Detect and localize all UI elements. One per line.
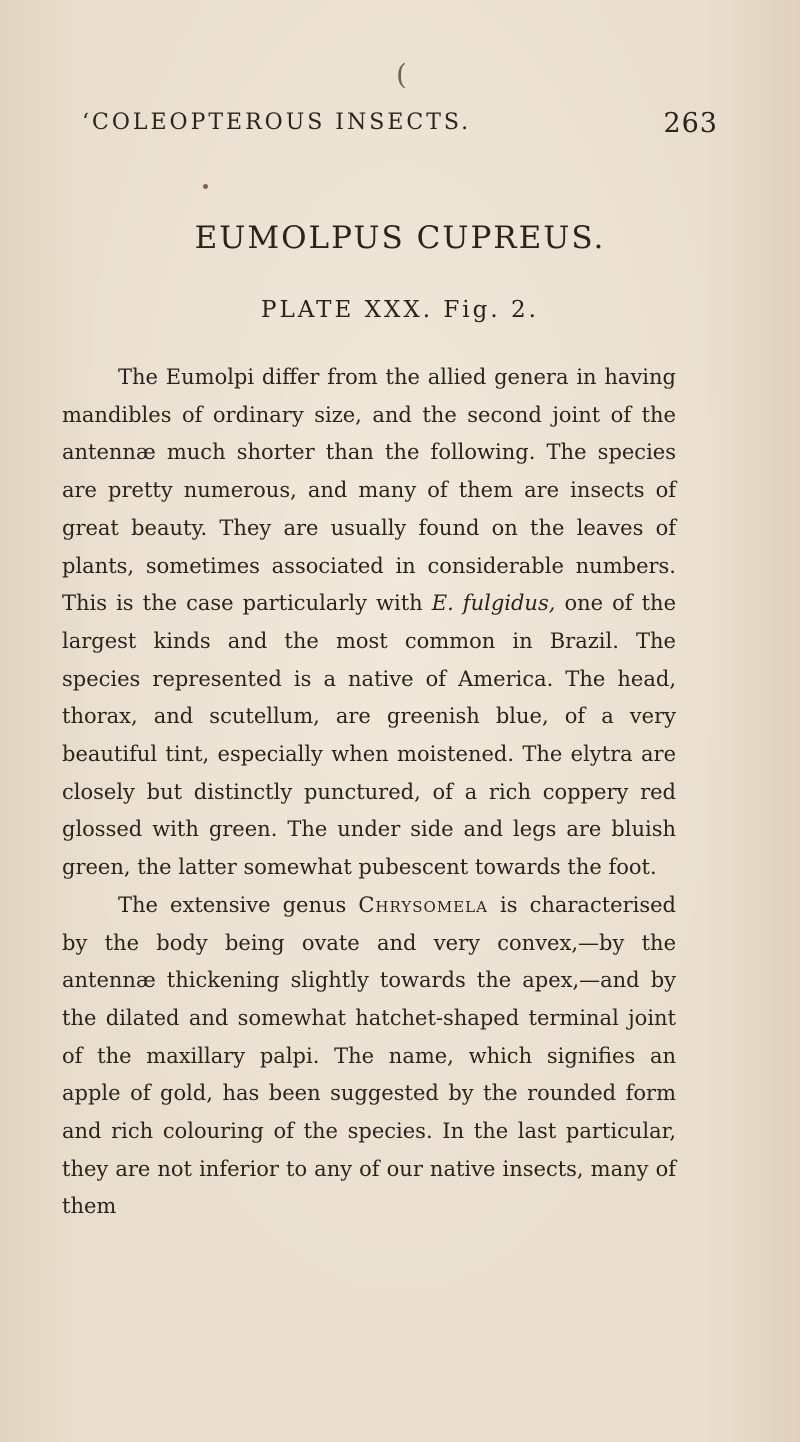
paragraph-chrysomela (62, 887, 676, 1226)
ink-dot (203, 184, 208, 189)
paragraph-2-text-b: is characterised by the body being ovate and very convex,—by the antennæ thickening slightly towards the apex,—and by the dilated and somewhat hatchet-shaped terminal joint of the maxillary palpi. The name, which signifies an apple of gold, has been suggested by the rounded form and rich colouring of the species. In the last particular, they are not inferior to any of our native insects, many of them (62, 892, 676, 1219)
paragraph-2-text-a: The extensive genus (118, 892, 359, 917)
plate-reference: PLATE XXX. Fig. 2. (261, 297, 539, 323)
running-head (82, 110, 718, 150)
paragraph-eumolpi (62, 359, 676, 887)
paragraph-1-text-a: The Eumolpi differ from the allied genera in having mandibles of ordinary size, and the second joint of the antennæ much shorter than the following. The species are pretty numerous, and many of them are insects of great beauty. They are usually found on the leaves of plants, sometimes associated in considerable numbers. This is the case particularly with (62, 365, 676, 616)
running-head-title: ‘COLEOPTEROUS INSECTS. (82, 110, 472, 135)
paragraph-2-genus-name: Chrysomela (358, 892, 488, 917)
paragraph-1-species-name: E. fulgidus, (431, 591, 556, 616)
body-text (62, 359, 676, 1226)
section-title: EUMOLPUS CUPREUS. (194, 220, 606, 256)
page-number: 263 (663, 108, 718, 139)
paragraph-1-text-b: one of the largest kinds and the most common in Brazil. The species represented is a native of America. The head, thorax, and scutellum, are greenish blue, of a very beautiful tint, especially when moistened. The elytra are closely but distinctly punctured, of a rich coppery red glossed with green. The under side and legs are bluish green, the latter somewhat pubescent towards the foot. (62, 591, 676, 880)
stray-bracket-mark: ( (396, 58, 407, 91)
